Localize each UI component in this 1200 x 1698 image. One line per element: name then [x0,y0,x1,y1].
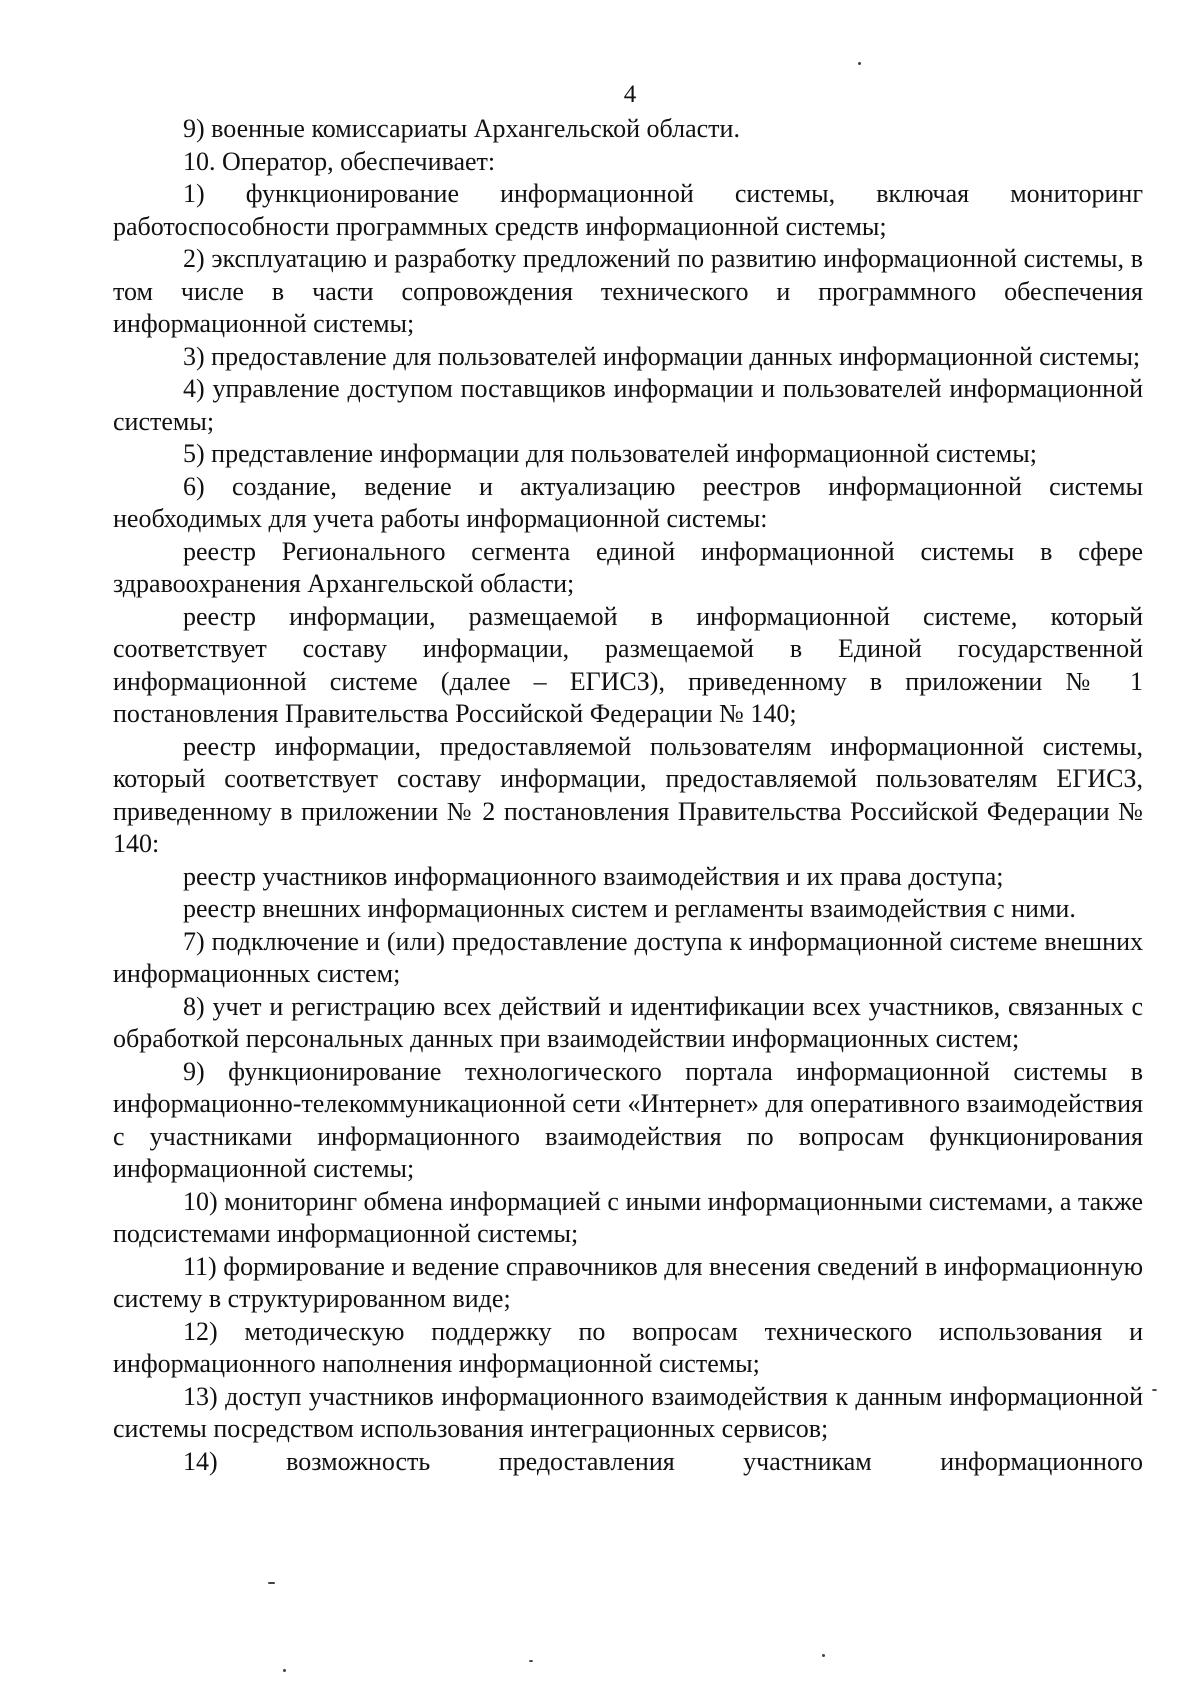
paragraph-registry-regional-segment: реестр Регионального сегмента единой информационной системы в сфере здравоохранения Архангельской области; [113,536,1143,598]
paragraph-operator-item-1: 1) функционирование информационной системы, включая мониторинг работоспособности программных средств информационной системы; [113,179,1143,241]
paragraph-registry-placed-info: реестр информации, размещаемой в информационной системе, который соответствует составу информации, размещаемой в Единой государственной информационной системе (далее – ЕГИСЗ), приведенному в приложении № 1 постановления Правительства Российской Федерации № 140; [113,601,1143,728]
paragraph-operator-item-3: 3) предоставление для пользователей информации данных информационной системы; [183,341,1141,371]
page-number: 4 [623,81,637,108]
paragraph-operator-item-10: 10) мониторинг обмена информацией с иными информационными системами, а также подсистемами информационной системы; [113,1186,1143,1248]
paragraph-operator-item-11: 11) формирование и ведение справочников для внесения сведений в информационную систему в структурированном виде; [113,1251,1143,1313]
paragraph-operator-item-9: 9) функционирование технологического портала информационной системы в информационно-телекоммуникационной сети «Интернет» для оперативного взаимодействия с участниками информационного взаимодействия по вопросам функционирования информационной системы; [113,1056,1143,1183]
paragraph-operator-item-6: 6) создание, ведение и актуализацию реестров информационной системы необходимых для учета работы информационной системы: [113,471,1143,533]
paragraph-registry-provided-info: реестр информации, предоставляемой пользователям информационной системы, который соответствует составу информации, предоставляемой пользователям ЕГИСЗ, приведенному в приложении № 2 постановления Правительства Российской Федерации № 140: [113,731,1143,858]
scan-speck [283,1669,286,1672]
paragraph-operator-item-2: 2) эксплуатацию и разработку предложений по развитию информационной системы, в том числе в части сопровождения технического и программного обеспечения информационной системы; [113,244,1143,338]
paragraph-registry-participants: реестр участников информационного взаимодействия и их права доступа; [183,861,1004,891]
paragraph-operator-item-5: 5) представление информации для пользователей информационной системы; [183,439,1037,468]
paragraph-operator-item-14: 14) возможность предоставления участникам информационного [183,1446,1143,1476]
paragraph-registry-external-systems: реестр внешних информационных систем и регламенты взаимодействия с ними. [183,894,1076,923]
paragraph-operator-item-4: 4) управление доступом поставщиков информации и пользователей информационной системы; [113,374,1143,436]
scan-speck [822,1654,825,1657]
paragraph-operator-item-13: 13) доступ участников информационного взаимодействия к данным информационной системы посредством использования интеграционных сервисов; [113,1381,1143,1443]
paragraph-operator-item-8: 8) учет и регистрацию всех действий и идентификации всех участников, связанных с обработкой персональных данных при взаимодействии информационных систем; [113,991,1143,1053]
document-body [113,113,1143,1478]
paragraph-operator-item-12: 12) методическую поддержку по вопросам технического использования и информационного наполнения информационной системы; [113,1316,1143,1378]
paragraph-operator-item-7: 7) подключение и (или) предоставление доступа к информационной системе внешних информационных систем; [113,926,1143,988]
scan-speck [529,1660,533,1662]
paragraph-item-9-military: 9) военные комиссариаты Архангельской области. [183,114,740,143]
scan-speck [1152,1389,1157,1391]
scan-speck [268,1582,275,1584]
scan-speck [858,62,861,65]
paragraph-operator-heading: 10. Оператор, обеспечивает: [183,146,496,176]
